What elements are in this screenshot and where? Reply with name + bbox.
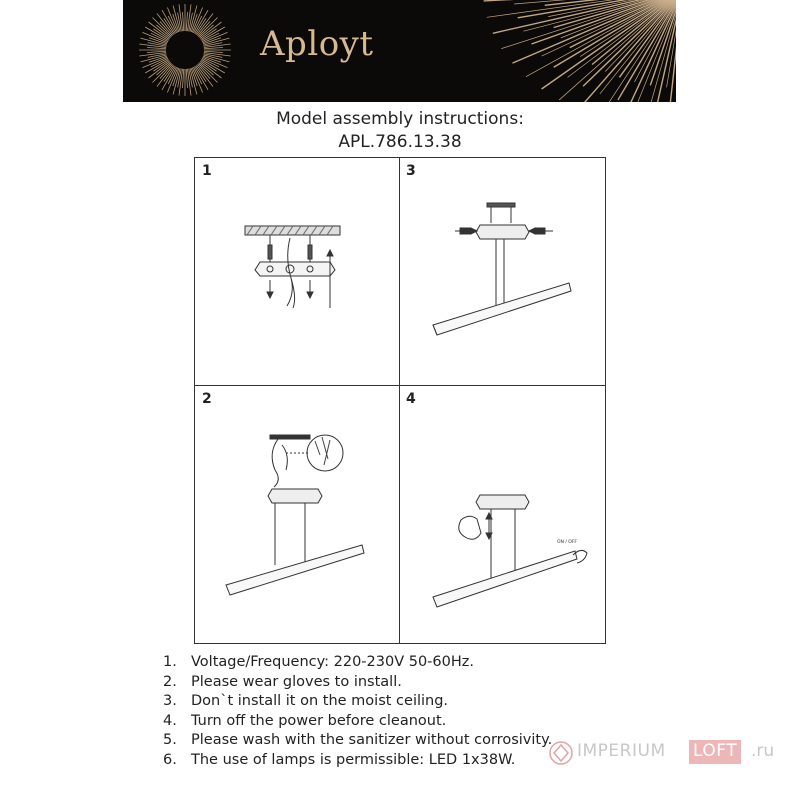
note-text: Please wash with the sanitizer without corrosivity.: [191, 732, 553, 749]
switch-label: ON / OFF: [557, 540, 578, 545]
list-item: [163, 653, 623, 673]
sunburst-icon: [139, 4, 231, 96]
step-4-illustration: [425, 485, 595, 610]
step-2-illustration: [220, 425, 380, 600]
note-text: Please wear gloves to install.: [191, 673, 402, 690]
note-text: Don`t install it on the moist ceiling.: [191, 693, 449, 710]
note-text: The use of lamps is permissible: LED 1x38W.: [191, 751, 516, 768]
step-number-1: 1: [202, 163, 212, 179]
watermark-text-imperium: IMPERIUM: [577, 741, 666, 761]
page-title: Model assembly instructions:: [276, 109, 524, 129]
step-number-2: 2: [202, 391, 212, 407]
list-item: [163, 692, 623, 712]
note-number: 5.: [163, 732, 177, 749]
sunburst-rays: [123, 0, 676, 102]
diamond-logo-icon: [548, 740, 574, 766]
step-3-illustration: [425, 195, 585, 345]
note-text: Voltage/Frequency: 220-230V 50-60Hz.: [191, 654, 474, 670]
note-number: 3.: [163, 693, 177, 710]
note-number: 6.: [163, 751, 177, 768]
step-number-3: 3: [406, 163, 416, 179]
corner-rays-decoration: [484, 0, 676, 102]
watermark-text-domain: .ru: [751, 741, 775, 761]
note-number: 1.: [163, 654, 177, 670]
model-number: APL.786.13.38: [338, 132, 462, 152]
watermark: [548, 738, 798, 768]
brand-logo-text: Aployt: [260, 24, 374, 64]
step-number-4: 4: [406, 391, 416, 407]
step-1-illustration: [235, 218, 355, 323]
note-number: 2.: [163, 673, 177, 690]
watermark-text-loft: LOFT: [689, 740, 741, 764]
grid-divider-vertical: [399, 157, 400, 644]
grid-divider-horizontal: [194, 385, 606, 386]
list-item: [163, 712, 623, 732]
list-item: [163, 673, 623, 693]
brand-banner: [123, 0, 676, 102]
note-text: Turn off the power before cleanout.: [191, 712, 447, 729]
note-number: 4.: [163, 712, 177, 729]
